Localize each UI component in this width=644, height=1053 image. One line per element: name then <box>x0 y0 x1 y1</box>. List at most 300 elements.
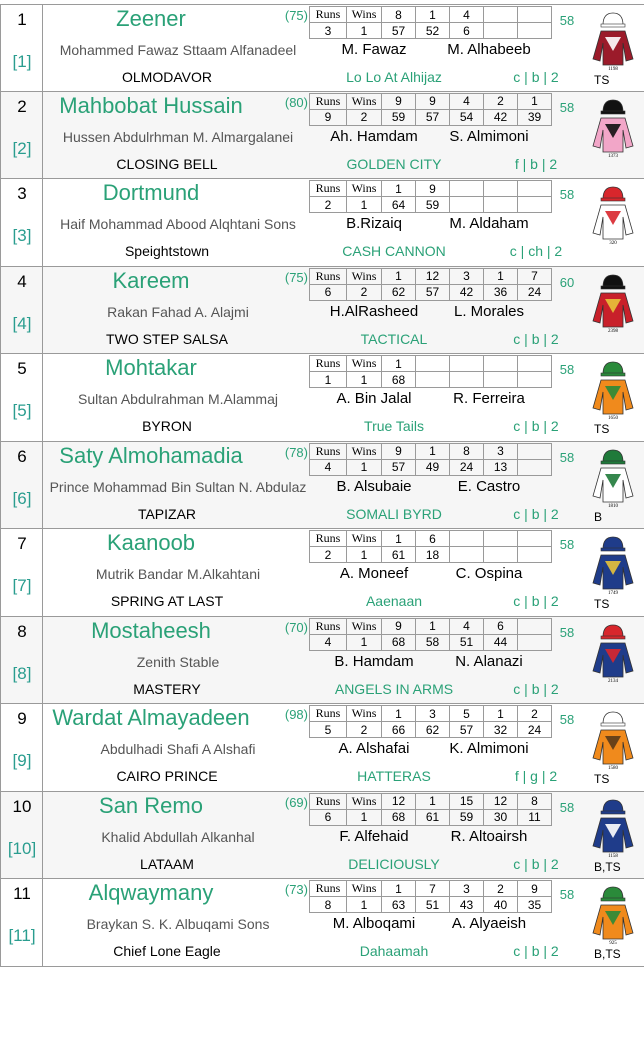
form-position: 6 <box>484 618 518 634</box>
form-rating <box>416 372 450 388</box>
form-rating: 32 <box>484 722 518 738</box>
wins-label: Wins <box>347 181 382 197</box>
form-position <box>518 181 552 197</box>
form-position: 1 <box>416 793 450 809</box>
sire-name: BYRON <box>142 418 192 434</box>
form-rating: 30 <box>484 809 518 825</box>
jockey-name[interactable]: M. Fawaz <box>341 41 407 58</box>
trainer-name[interactable]: S. Almimoni <box>449 127 529 145</box>
wins-label: Wins <box>347 881 382 897</box>
form-rating <box>450 547 484 563</box>
wins-label: Wins <box>347 268 382 284</box>
runner-number: 1 <box>17 10 27 29</box>
runs-label: Runs <box>310 443 347 459</box>
sire-name: Speightstown <box>124 243 210 259</box>
form-position <box>484 7 518 23</box>
form-position: 3 <box>416 706 450 722</box>
runner-row[interactable] <box>0 179 644 267</box>
jockey-silks-icon <box>591 360 635 420</box>
form-position <box>484 531 518 547</box>
form-table <box>309 180 552 213</box>
form-rating: 68 <box>382 634 416 650</box>
weight: 58 <box>559 362 575 377</box>
form-table <box>309 93 552 126</box>
silk-code: TS <box>594 73 610 87</box>
cap-icon <box>603 625 623 637</box>
runs-count: 1 <box>310 372 347 388</box>
form-position <box>450 531 484 547</box>
runs-label: Runs <box>310 356 347 372</box>
form-rating: 52 <box>416 23 450 39</box>
form-rating: 18 <box>416 547 450 563</box>
silk-number: 1810 <box>608 503 618 508</box>
cap-icon <box>603 362 623 374</box>
silk-number: 1198 <box>608 67 618 71</box>
gear-info: c | b | 2 <box>513 505 559 522</box>
draw-number: [9] <box>12 751 32 770</box>
runs-label: Runs <box>310 881 347 897</box>
gear-info: c | b | 2 <box>513 943 559 959</box>
sire-name: CLOSING BELL <box>116 155 218 172</box>
runner-row[interactable] <box>0 442 644 530</box>
gear-info: c | b | 2 <box>513 855 559 872</box>
form-table <box>309 880 552 913</box>
dam-name: SOMALI BYRD <box>346 505 442 522</box>
silk-number: 1749 <box>608 591 618 595</box>
form-rating: 11 <box>518 809 552 825</box>
number-column <box>1 704 43 791</box>
gear-info: f | b | 2 <box>514 155 558 172</box>
dam-name: Lo Lo At Alhijaz <box>346 69 442 85</box>
form-position: 1 <box>416 618 450 634</box>
form-rating: 61 <box>416 809 450 825</box>
form-table <box>309 530 552 563</box>
jockey-silks-icon <box>591 623 635 683</box>
runner-row[interactable] <box>0 92 644 180</box>
gear-info: c | b | 2 <box>513 680 559 697</box>
form-position: 5 <box>450 706 484 722</box>
form-position: 1 <box>484 268 518 284</box>
runs-count: 3 <box>310 23 347 39</box>
owner-name: Zenith Stable <box>136 653 220 670</box>
jockey-silks-icon <box>591 448 635 508</box>
owner-name: Haif Mohammad Abood Alqhtani Sons <box>60 216 296 232</box>
horse-rating: (80) <box>284 94 308 110</box>
runner-number: 10 <box>12 796 32 816</box>
jockey-name[interactable]: Ah. Hamdam <box>330 127 418 145</box>
sire-name: TWO STEP SALSA <box>106 330 228 347</box>
jockey-silks-icon <box>591 885 635 945</box>
jockey-name[interactable]: A. Alshafai <box>338 740 410 757</box>
trainer-name[interactable]: M. Alhabeeb <box>447 41 531 58</box>
draw-number: [3] <box>12 226 32 245</box>
horse-rating: (78) <box>284 444 308 460</box>
form-position <box>484 181 518 197</box>
race-card <box>0 4 644 967</box>
form-position: 3 <box>450 268 484 284</box>
horse-rating: (70) <box>284 619 308 635</box>
draw-number: [6] <box>12 488 32 508</box>
jockey-silks-icon <box>591 98 635 158</box>
form-position: 15 <box>450 793 484 809</box>
weight: 58 <box>559 887 575 902</box>
runner-number: 2 <box>17 96 27 116</box>
wins-count: 1 <box>347 197 382 213</box>
gear-info: c | ch | 2 <box>509 243 563 259</box>
horse-name[interactable]: Kaanoob <box>106 530 196 555</box>
horse-name[interactable]: Mostaheesh <box>91 617 211 643</box>
form-position <box>518 618 552 634</box>
jockey-name[interactable]: B. Alsubaie <box>336 477 412 495</box>
horse-name[interactable]: Mohtakar <box>105 355 197 380</box>
runner-row[interactable] <box>0 792 644 880</box>
horse-rating: (75) <box>284 8 308 23</box>
number-column <box>1 354 43 441</box>
form-rating: 40 <box>484 897 518 913</box>
horse-name[interactable]: Saty Almohamadia <box>59 442 243 468</box>
dam-name: TACTICAL <box>360 330 428 347</box>
trainer-name[interactable]: R. Ferreira <box>453 390 525 407</box>
owner-name: Mohammed Fawaz Sttaam Alfanadeel <box>59 42 297 58</box>
jockey-name[interactable]: B.Rizaiq <box>346 215 402 232</box>
trainer-name[interactable]: R. Altoairsh <box>450 827 528 845</box>
number-column <box>1 92 43 179</box>
form-position: 1 <box>382 706 416 722</box>
form-rating <box>484 547 518 563</box>
runs-label: Runs <box>310 793 347 809</box>
form-position: 1 <box>518 93 552 109</box>
form-rating: 6 <box>450 23 484 39</box>
draw-number: [7] <box>12 576 32 595</box>
form-table <box>309 705 552 738</box>
draw-number: [8] <box>12 663 32 683</box>
number-column <box>1 267 43 354</box>
form-rating: 57 <box>382 23 416 39</box>
owner-name: Hussen Abdulrhman M. Almargalanei <box>62 128 294 145</box>
silk-number: 320 <box>609 241 617 245</box>
form-position: 12 <box>382 793 416 809</box>
silk-number: 2398 <box>608 328 618 333</box>
weight: 58 <box>559 799 575 815</box>
form-rating: 43 <box>450 897 484 913</box>
horse-name[interactable]: Wardat Almayadeen <box>52 705 250 730</box>
form-position: 2 <box>518 706 552 722</box>
number-column <box>1 529 43 616</box>
form-rating <box>450 197 484 213</box>
wins-count: 1 <box>347 547 382 563</box>
trainer-name[interactable]: A. Alyaeish <box>451 915 527 932</box>
form-position: 7 <box>416 881 450 897</box>
dam-name: Aaenaan <box>365 593 423 609</box>
number-column <box>1 617 43 704</box>
runs-label: Runs <box>310 181 347 197</box>
runner-number: 9 <box>17 709 27 728</box>
wins-label: Wins <box>347 93 382 109</box>
runs-label: Runs <box>310 7 347 23</box>
form-position: 9 <box>518 881 552 897</box>
form-position: 4 <box>450 7 484 23</box>
cap-icon <box>603 450 623 462</box>
form-rating <box>518 634 552 650</box>
jockey-name[interactable]: F. Alfehaid <box>339 827 409 845</box>
form-position <box>484 356 518 372</box>
cap-icon <box>603 537 623 549</box>
form-rating: 24 <box>518 284 552 300</box>
form-rating: 57 <box>382 459 416 475</box>
form-position: 3 <box>484 443 518 459</box>
form-position: 7 <box>518 268 552 284</box>
wins-count: 1 <box>347 372 382 388</box>
form-rating: 36 <box>484 284 518 300</box>
runner-row[interactable] <box>0 879 644 967</box>
runner-number: 6 <box>17 446 27 466</box>
runner-row[interactable] <box>0 354 644 442</box>
form-rating: 24 <box>518 722 552 738</box>
horse-name[interactable]: Alqwaymany <box>88 880 214 905</box>
jockey-silks-icon <box>591 798 635 858</box>
form-position: 9 <box>382 93 416 109</box>
form-rating: 58 <box>416 634 450 650</box>
silk-number: 1650 <box>608 416 618 420</box>
trainer-name[interactable]: K. Almimoni <box>449 740 529 757</box>
horse-rating: (69) <box>284 794 308 810</box>
jockey-name[interactable]: A. Moneef <box>339 565 409 582</box>
draw-number: [4] <box>12 313 32 333</box>
form-rating: 59 <box>382 109 416 125</box>
gear-info: c | b | 2 <box>513 69 559 85</box>
form-rating: 24 <box>450 459 484 475</box>
dam-name: ANGELS IN ARMS <box>334 680 454 697</box>
form-rating: 59 <box>450 809 484 825</box>
gear-info: c | b | 2 <box>513 593 559 609</box>
horse-name[interactable]: Dortmund <box>102 180 200 205</box>
runner-number: 11 <box>13 884 31 903</box>
weight: 58 <box>559 449 575 465</box>
form-position: 1 <box>484 706 518 722</box>
jockey-silks-icon <box>591 273 635 333</box>
number-column <box>1 5 43 91</box>
wins-count: 2 <box>347 284 382 300</box>
wins-count: 1 <box>347 23 382 39</box>
form-position: 1 <box>416 443 450 459</box>
form-rating <box>518 459 552 475</box>
horse-name[interactable]: Zeener <box>116 6 186 31</box>
number-column <box>1 179 43 266</box>
form-rating: 39 <box>518 109 552 125</box>
dam-name: HATTERAS <box>357 768 431 784</box>
form-table <box>309 355 552 388</box>
form-position <box>450 356 484 372</box>
form-position: 1 <box>382 356 416 372</box>
form-table <box>309 443 552 476</box>
form-position: 8 <box>382 7 416 23</box>
wins-label: Wins <box>347 618 382 634</box>
form-rating: 61 <box>382 547 416 563</box>
form-position: 4 <box>450 618 484 634</box>
weight: 60 <box>559 274 575 290</box>
runs-count: 6 <box>310 284 347 300</box>
wins-label: Wins <box>347 706 382 722</box>
runner-row[interactable] <box>0 4 644 92</box>
runner-row[interactable] <box>0 267 644 355</box>
form-rating <box>518 547 552 563</box>
runner-number: 8 <box>17 621 27 641</box>
sire-name: TAPIZAR <box>137 505 197 522</box>
wins-count: 1 <box>347 634 382 650</box>
wins-count: 1 <box>347 459 382 475</box>
owner-name: Abdulhadi Shafi A Alshafi <box>100 741 256 757</box>
sire-name: Chief Lone Eagle <box>113 943 221 959</box>
runs-count: 2 <box>310 547 347 563</box>
form-position <box>518 7 552 23</box>
cap-icon <box>603 13 623 25</box>
silk-code: B,TS <box>594 859 621 874</box>
dam-name: Dahaamah <box>359 943 429 959</box>
runner-row[interactable] <box>0 704 644 792</box>
cap-icon <box>603 100 623 112</box>
form-table <box>309 268 552 301</box>
form-position <box>518 443 552 459</box>
runs-count: 4 <box>310 459 347 475</box>
form-rating <box>518 197 552 213</box>
form-position: 2 <box>484 881 518 897</box>
form-position: 1 <box>382 268 416 284</box>
owner-name: Sultan Abdulrahman M.Alammaj <box>78 391 278 407</box>
dam-name: GOLDEN CITY <box>346 155 442 172</box>
runs-count: 2 <box>310 197 347 213</box>
sire-name: CAIRO PRINCE <box>116 768 218 784</box>
horse-name[interactable]: Kareem <box>112 267 190 293</box>
runner-number: 7 <box>17 534 27 553</box>
silk-code: TS <box>594 772 610 786</box>
trainer-name[interactable]: C. Ospina <box>455 565 523 582</box>
trainer-name[interactable]: L. Morales <box>453 302 525 320</box>
form-rating: 51 <box>416 897 450 913</box>
jockey-silks-icon <box>591 535 635 595</box>
horse-name[interactable]: Mahbobat Hussain <box>59 92 243 118</box>
form-rating: 62 <box>416 722 450 738</box>
form-rating: 57 <box>416 284 450 300</box>
form-position: 2 <box>484 93 518 109</box>
horse-rating: (98) <box>284 707 308 722</box>
form-rating <box>484 23 518 39</box>
form-position <box>518 356 552 372</box>
form-position: 6 <box>416 531 450 547</box>
trainer-name[interactable]: M. Aldaham <box>449 215 529 232</box>
weight: 58 <box>559 712 575 727</box>
sire-name: SPRING AT LAST <box>110 593 224 609</box>
form-rating: 51 <box>450 634 484 650</box>
runner-number: 5 <box>17 359 27 378</box>
runner-number: 4 <box>17 271 27 291</box>
form-position: 12 <box>484 793 518 809</box>
silk-number: 925 <box>609 941 617 945</box>
wins-label: Wins <box>347 7 382 23</box>
weight: 58 <box>559 99 575 115</box>
gear-info: c | b | 2 <box>513 330 559 347</box>
form-rating: 49 <box>416 459 450 475</box>
cap-icon <box>603 712 623 724</box>
form-position: 3 <box>450 881 484 897</box>
silk-code: B,TS <box>594 947 621 961</box>
form-position: 8 <box>518 793 552 809</box>
jockey-silks-icon <box>591 11 635 71</box>
form-position: 9 <box>416 93 450 109</box>
horse-name[interactable]: San Remo <box>99 792 203 818</box>
form-position: 12 <box>416 268 450 284</box>
trainer-name[interactable]: N. Alanazi <box>455 652 523 670</box>
runs-label: Runs <box>310 706 347 722</box>
form-position <box>450 181 484 197</box>
runner-row[interactable] <box>0 529 644 617</box>
form-position: 1 <box>382 881 416 897</box>
dam-name: DELICIOUSLY <box>348 855 440 872</box>
form-rating: 68 <box>382 372 416 388</box>
silk-number: 2134 <box>608 678 618 683</box>
jockey-name[interactable]: H.AlRasheed <box>329 302 419 320</box>
silk-number: 1158 <box>608 853 618 858</box>
runner-row[interactable] <box>0 617 644 705</box>
form-table <box>309 6 552 39</box>
silk-code: B <box>594 509 603 524</box>
form-rating <box>518 23 552 39</box>
silk-code: TS <box>594 597 610 611</box>
jockey-name[interactable]: B. Hamdam <box>334 652 414 670</box>
wins-label: Wins <box>347 793 382 809</box>
jockey-name[interactable]: M. Alboqami <box>332 915 416 932</box>
weight: 58 <box>559 624 575 640</box>
owner-name: Mutrik Bandar M.Alkahtani <box>95 566 261 582</box>
form-rating: 44 <box>484 634 518 650</box>
sire-name: MASTERY <box>133 680 201 697</box>
runs-count: 4 <box>310 634 347 650</box>
cap-icon <box>603 275 623 287</box>
weight: 58 <box>559 537 575 552</box>
jockey-name[interactable]: A. Bin Jalal <box>336 390 412 407</box>
draw-number: [10] <box>7 838 37 858</box>
wins-count: 2 <box>347 722 382 738</box>
wins-count: 1 <box>347 809 382 825</box>
form-rating: 63 <box>382 897 416 913</box>
draw-number: [1] <box>12 52 32 71</box>
form-position: 1 <box>382 181 416 197</box>
trainer-name[interactable]: E. Castro <box>457 477 521 495</box>
form-position: 8 <box>450 443 484 459</box>
runs-label: Runs <box>310 618 347 634</box>
form-rating: 62 <box>382 284 416 300</box>
weight: 58 <box>559 13 575 28</box>
form-rating <box>518 372 552 388</box>
silk-number: 1373 <box>608 153 618 158</box>
number-column <box>1 792 43 879</box>
gear-info: c | b | 2 <box>513 418 559 434</box>
runner-number: 3 <box>17 184 27 203</box>
sire-name: OLMODAVOR <box>122 69 212 85</box>
weight: 58 <box>559 187 575 202</box>
form-position: 9 <box>382 443 416 459</box>
dam-name: True Tails <box>364 418 424 434</box>
owner-name: Khalid Abdullah Alkanhal <box>101 828 255 845</box>
owner-name: Prince Mohammad Bin Sultan N. Abdulaz <box>49 478 307 495</box>
form-position: 1 <box>416 7 450 23</box>
form-position: 9 <box>416 181 450 197</box>
draw-number: [5] <box>12 401 32 420</box>
form-rating: 42 <box>450 284 484 300</box>
form-position: 1 <box>382 531 416 547</box>
runs-count: 8 <box>310 897 347 913</box>
wins-label: Wins <box>347 443 382 459</box>
form-rating: 57 <box>416 109 450 125</box>
